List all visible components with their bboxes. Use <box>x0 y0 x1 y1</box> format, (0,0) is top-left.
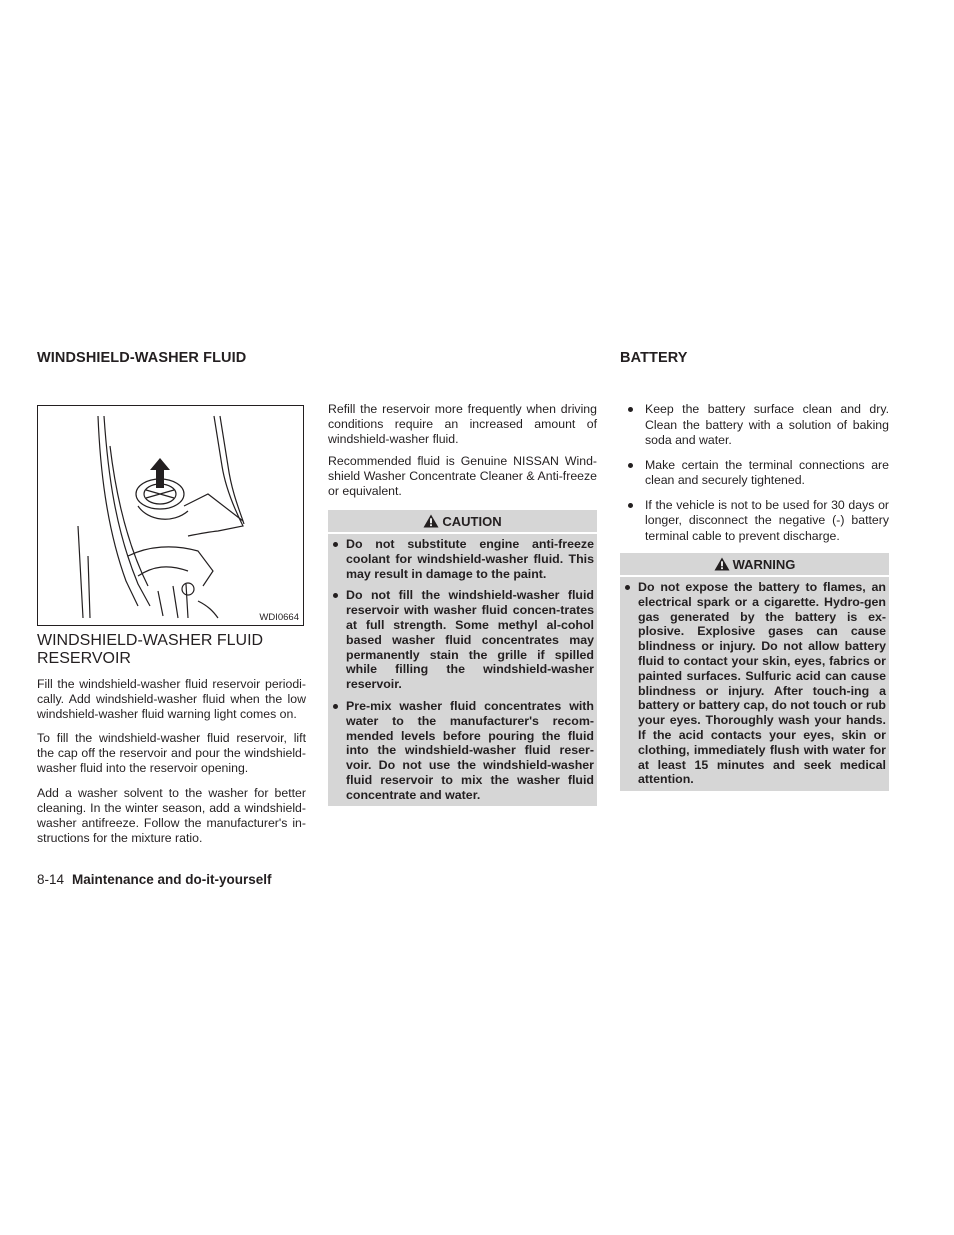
warning-box <box>620 553 889 791</box>
left-paragraph-3: Add a washer solvent to the washer for better cleaning. In the winter season, add a windshield-washer antifreeze. Follow the manufacturer's in-structions for the mixture ratio. <box>37 786 306 845</box>
bullet-icon <box>333 704 338 709</box>
warning-list <box>620 577 889 787</box>
bullet-icon <box>628 503 633 508</box>
section-heading-windshield-washer-fluid: WINDSHIELD-WASHER FLUID <box>37 350 247 366</box>
caution-list <box>328 534 597 803</box>
middle-paragraph-2: Recommended fluid is Genuine NISSAN Wind-shield Washer Concentrate Cleaner & Anti-freeze or equivalent. <box>328 454 597 498</box>
warning-item <box>620 580 886 787</box>
warning-triangle-icon <box>423 514 439 528</box>
caution-box <box>328 510 597 806</box>
warning-title: WARNING <box>732 556 796 572</box>
reservoir-drawing <box>38 406 303 625</box>
warning-header <box>620 553 889 575</box>
left-paragraph-2: To fill the windshield-washer fluid reservoir, lift the cap off the reservoir and pour the windshield-washer fluid into the reservoir opening. <box>37 731 306 775</box>
battery-item <box>619 498 889 545</box>
warning-triangle-icon <box>714 557 730 571</box>
battery-list <box>619 402 889 553</box>
caution-item <box>328 699 594 803</box>
figure-code: WDI0664 <box>259 612 299 623</box>
caution-header <box>328 510 597 532</box>
page-number: 8-14 <box>37 872 65 887</box>
subheading-reservoir: WINDSHIELD-WASHER FLUID RESERVOIR <box>37 632 264 667</box>
battery-item-text: Keep the battery surface clean and dry. Clean the battery with a solution of baking soda and water. <box>645 402 889 447</box>
battery-item <box>619 402 889 449</box>
reservoir-illustration <box>37 405 304 626</box>
battery-item <box>619 458 889 489</box>
bullet-icon <box>625 585 630 590</box>
caution-item-text: Do not substitute engine anti-freeze coolant for windshield-washer fluid. This may result in damage to the paint. <box>346 537 594 581</box>
battery-item-text: If the vehicle is not to be used for 30 days or longer, disconnect the negative (-) battery terminal cable to prevent discharge. <box>645 497 889 543</box>
caution-item <box>328 588 594 692</box>
section-heading-battery: BATTERY <box>620 350 688 366</box>
bullet-icon <box>628 407 633 412</box>
left-paragraph-1: Fill the windshield-washer fluid reservoir periodi-cally. Add windshield-washer fluid when the low windshield-washer fluid warning light comes on. <box>37 677 306 721</box>
bullet-icon <box>333 542 338 547</box>
caution-title: CAUTION <box>442 513 502 529</box>
bullet-icon <box>628 463 633 468</box>
bullet-icon <box>333 593 338 598</box>
caution-item-text: Do not fill the windshield-washer fluid reservoir with washer fluid concen-trates at full strength. Some methyl al-cohol based washer fluid concentrates may permanently stain the grille if spilled while filling the windshield-washer reservoir. <box>346 588 594 692</box>
warning-item-text: Do not expose the battery to flames, an electrical spark or a cigarette. Hydro-gen gas generated by the battery is ex-plosive. Explosive gases can cause blindness or injury. Do not allow battery fluid to contact your skin, eyes, fabrics or painted surfaces. Sulfuric acid can cause blindness or injury. After touch-ing a battery or battery cap, do not touch or rub your eyes. Thoroughly wash your hands. If the acid contacts your eyes, skin or clothing, immediately flush with water for at least 15 minutes and seek medical attention. <box>638 580 886 787</box>
caution-item-text: Pre-mix washer fluid concentrates with water to the manufacturer's recom-mended levels before pouring the fluid into the windshield-washer fluid reser-voir. Do not use the windshield-washer fluid reservoir to mix the washer fluid concentrate and water. <box>346 698 594 802</box>
page-footer <box>37 872 272 887</box>
battery-item-text: Make certain the terminal connections are clean and securely tightened. <box>645 457 889 487</box>
middle-paragraph-1: Refill the reservoir more frequently when driving conditions require an increased amount of windshield-washer fluid. <box>328 402 597 446</box>
chapter-title: Maintenance and do-it-yourself <box>72 872 272 887</box>
caution-item <box>328 537 594 581</box>
